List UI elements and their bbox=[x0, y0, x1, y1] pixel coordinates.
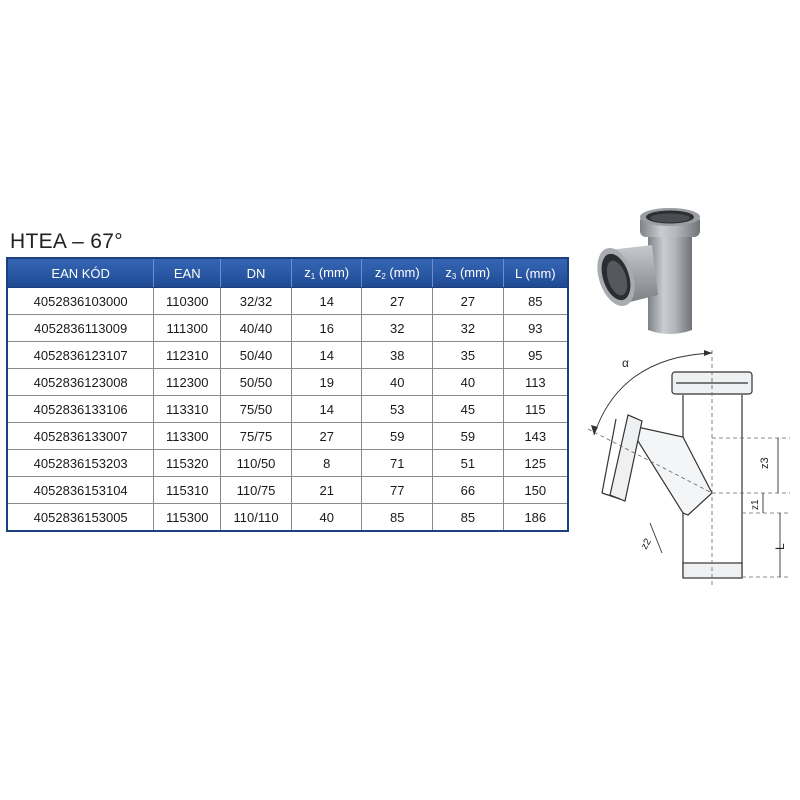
table-cell: 110/50 bbox=[221, 450, 292, 477]
table-cell: 4052836123008 bbox=[7, 369, 154, 396]
table-cell: 115 bbox=[503, 396, 568, 423]
table-cell: 75/75 bbox=[221, 423, 292, 450]
l-label: L bbox=[773, 543, 787, 550]
table-cell: 14 bbox=[291, 288, 362, 315]
table-cell: 16 bbox=[291, 315, 362, 342]
table-cell: 85 bbox=[503, 288, 568, 315]
column-header bbox=[7, 258, 154, 288]
table-cell: 115320 bbox=[154, 450, 221, 477]
header-subscript: 1 bbox=[310, 272, 316, 281]
table-row bbox=[7, 342, 568, 369]
table-cell: 35 bbox=[433, 342, 504, 369]
table-cell: 59 bbox=[433, 423, 504, 450]
header-unit: (mm) bbox=[315, 265, 350, 280]
technical-drawing bbox=[580, 345, 795, 595]
table-cell: 53 bbox=[362, 396, 433, 423]
header-subscript: 3 bbox=[451, 272, 457, 281]
z1-label: z1 bbox=[750, 499, 761, 510]
table-cell: 125 bbox=[503, 450, 568, 477]
table-cell: 150 bbox=[503, 477, 568, 504]
page-title: HTEA – 67° bbox=[10, 230, 123, 253]
table-cell: 110/110 bbox=[221, 504, 292, 532]
header-label: EAN bbox=[173, 265, 201, 281]
spec-table bbox=[6, 257, 569, 532]
table-cell: 40 bbox=[291, 504, 362, 532]
column-header bbox=[503, 258, 568, 288]
table-cell: 4052836133106 bbox=[7, 396, 154, 423]
table-cell: 32 bbox=[362, 315, 433, 342]
header-subscript: 2 bbox=[381, 272, 386, 281]
table-cell: 4052836153104 bbox=[7, 477, 154, 504]
z3-label: z3 bbox=[759, 457, 771, 469]
table-row bbox=[7, 288, 568, 315]
table-cell: 71 bbox=[362, 450, 433, 477]
header-label: L (mm) bbox=[514, 265, 556, 281]
table-cell: 19 bbox=[291, 369, 362, 396]
table-cell: 32 bbox=[433, 315, 504, 342]
table-cell: 14 bbox=[291, 342, 362, 369]
table-cell: 32/32 bbox=[221, 288, 292, 315]
table-row bbox=[7, 423, 568, 450]
table-cell: 115300 bbox=[154, 504, 221, 532]
table-header-row bbox=[7, 258, 568, 288]
table-cell: 66 bbox=[433, 477, 504, 504]
table-cell: 93 bbox=[503, 315, 568, 342]
header-unit: (mm) bbox=[456, 265, 491, 280]
table-row bbox=[7, 477, 568, 504]
table-row bbox=[7, 504, 568, 532]
table-row bbox=[7, 450, 568, 477]
table-cell: 110300 bbox=[154, 288, 221, 315]
table-cell: 40/40 bbox=[221, 315, 292, 342]
alpha-label: α bbox=[622, 356, 629, 370]
table-cell: 4052836153005 bbox=[7, 504, 154, 532]
table-cell: 4052836113009 bbox=[7, 315, 154, 342]
header-label: DN bbox=[246, 265, 266, 281]
table-body bbox=[7, 288, 568, 532]
header-unit: (mm) bbox=[385, 265, 420, 280]
column-header bbox=[362, 258, 433, 288]
table-cell: 77 bbox=[362, 477, 433, 504]
z2-label: z2 bbox=[639, 536, 654, 552]
header-label: EAN KÓD bbox=[51, 265, 110, 281]
table-cell: 21 bbox=[291, 477, 362, 504]
table-cell: 40 bbox=[362, 369, 433, 396]
table-cell: 4052836133007 bbox=[7, 423, 154, 450]
table-cell: 110/75 bbox=[221, 477, 292, 504]
column-header bbox=[291, 258, 362, 288]
table-cell: 45 bbox=[433, 396, 504, 423]
table-cell: 113 bbox=[503, 369, 568, 396]
column-header bbox=[154, 258, 221, 288]
column-header bbox=[433, 258, 504, 288]
table-cell: 111300 bbox=[154, 315, 221, 342]
header-label: z bbox=[374, 265, 382, 280]
table-cell: 85 bbox=[362, 504, 433, 532]
header-label: z bbox=[445, 265, 452, 280]
table-cell: 27 bbox=[291, 423, 362, 450]
table-cell: 112300 bbox=[154, 369, 221, 396]
table-cell: 50/50 bbox=[221, 369, 292, 396]
table-cell: 14 bbox=[291, 396, 362, 423]
table-cell: 4052836103000 bbox=[7, 288, 154, 315]
product-photo bbox=[590, 205, 730, 345]
header-label: z bbox=[304, 265, 311, 280]
table-cell: 38 bbox=[362, 342, 433, 369]
column-header bbox=[221, 258, 292, 288]
table-cell: 51 bbox=[433, 450, 504, 477]
table-cell: 113300 bbox=[154, 423, 221, 450]
table-cell: 186 bbox=[503, 504, 568, 532]
table-cell: 115310 bbox=[154, 477, 221, 504]
table-cell: 4052836153203 bbox=[7, 450, 154, 477]
table-cell: 27 bbox=[362, 288, 433, 315]
table-cell: 40 bbox=[433, 369, 504, 396]
table-cell: 95 bbox=[503, 342, 568, 369]
table-cell: 4052836123107 bbox=[7, 342, 154, 369]
table-cell: 113310 bbox=[154, 396, 221, 423]
table-cell: 143 bbox=[503, 423, 568, 450]
table-cell: 59 bbox=[362, 423, 433, 450]
table-cell: 112310 bbox=[154, 342, 221, 369]
table-row bbox=[7, 369, 568, 396]
table-cell: 85 bbox=[433, 504, 504, 532]
table-row bbox=[7, 396, 568, 423]
table-cell: 27 bbox=[433, 288, 504, 315]
table-row bbox=[7, 315, 568, 342]
table-cell: 8 bbox=[291, 450, 362, 477]
table-cell: 50/40 bbox=[221, 342, 292, 369]
table-cell: 75/50 bbox=[221, 396, 292, 423]
